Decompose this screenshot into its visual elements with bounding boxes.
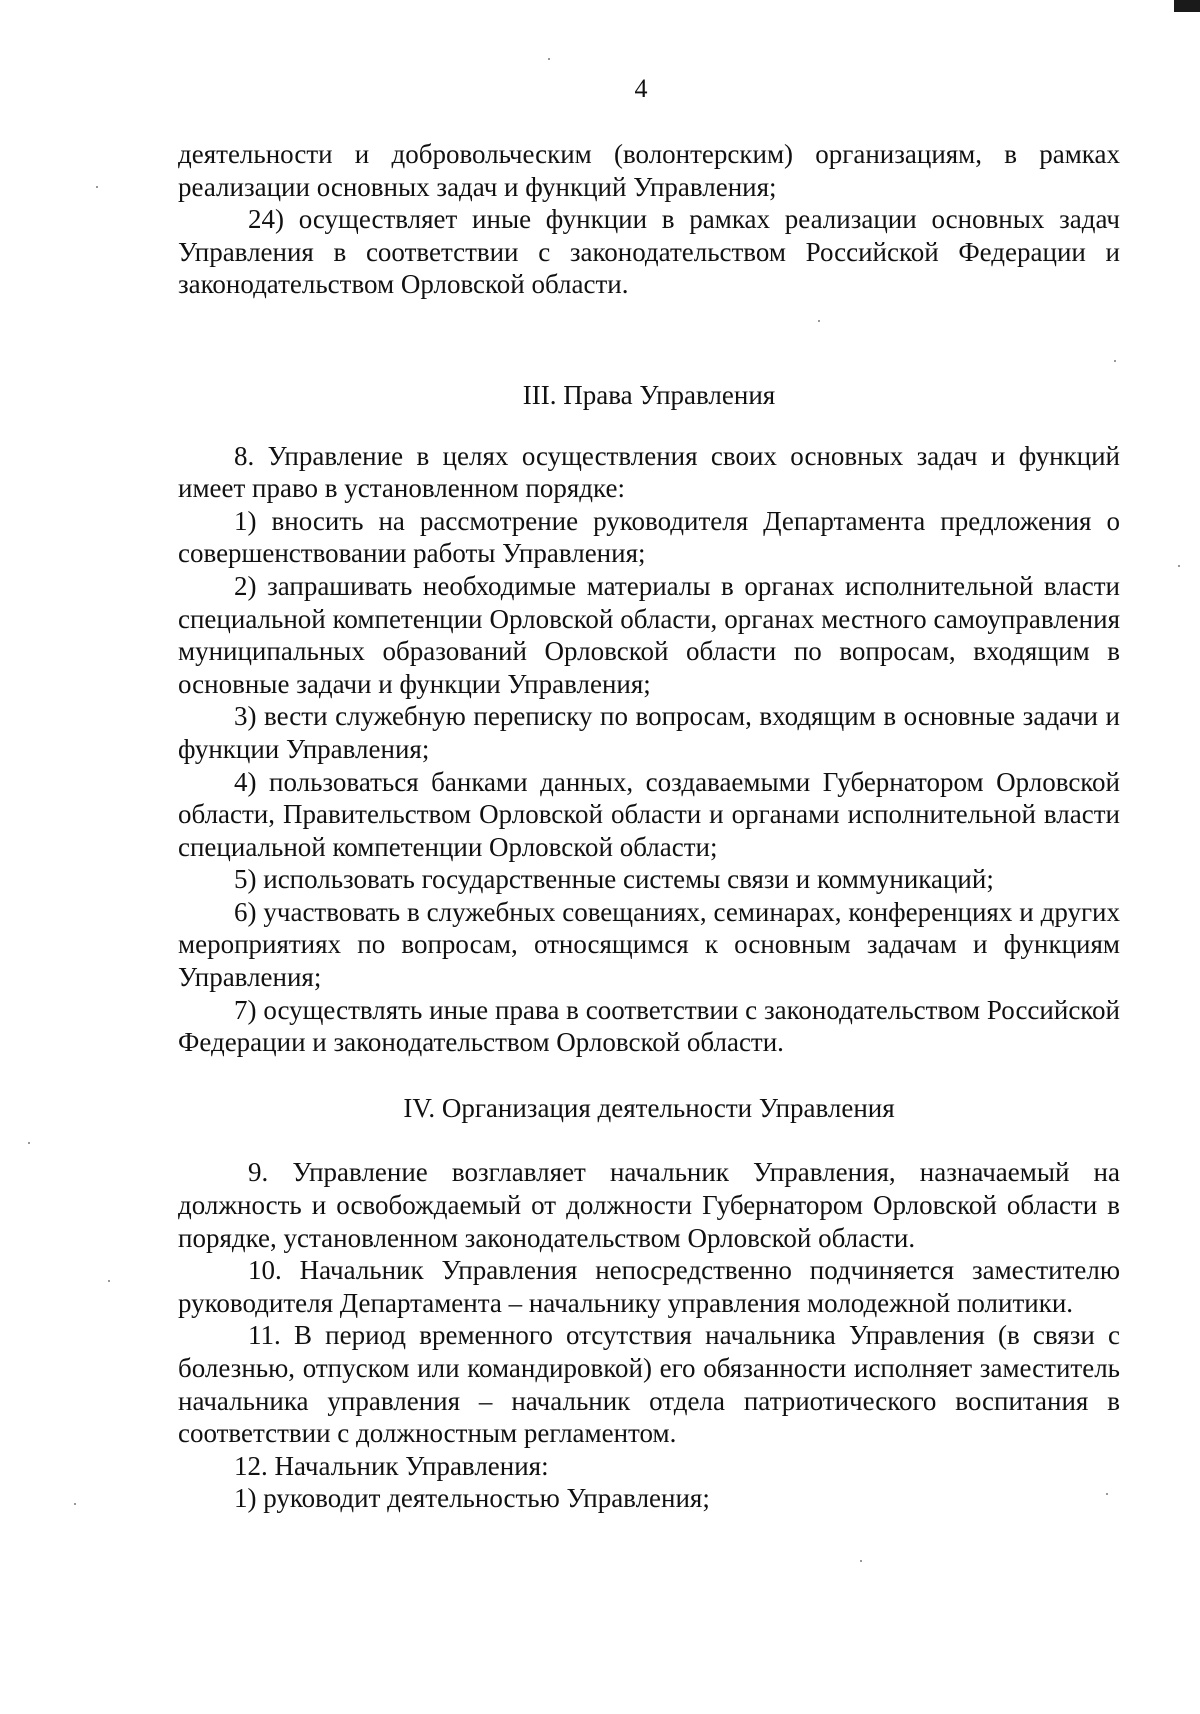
paragraph-right-7: 7) осуществлять иные права в соответствии с законодательством Российской Федерации и законодательством Орловской области.: [178, 994, 1120, 1058]
paragraph-item-11: 11. В период временного отсутствия начальника Управления (в связи с болезнью, отпуском или командировкой) его обязанности исполняет заместитель начальника управления – начальник отдела патриотического воспитания в соответствии с должностным регламентом.: [178, 1320, 1120, 1449]
paragraph-right-3: 3) вести служебную переписку по вопросам, входящим в основные задачи и функции Управления;: [178, 701, 1120, 764]
paragraph-item-10: 10. Начальник Управления непосредственно подчиняется заместителю руководителя Департамента – начальнику управления молодежной политики.: [178, 1255, 1120, 1318]
paragraph-right-5: 5) использовать государственные системы связи и коммуникаций;: [234, 864, 994, 895]
scan-corner-mark: [1174, 0, 1200, 12]
scan-speck: [860, 1560, 862, 1562]
scan-speck: [1178, 565, 1180, 567]
scan-speck: [548, 58, 550, 60]
paragraph-head-duty-1: 1) руководит деятельностью Управления;: [234, 1483, 710, 1514]
page-number: 4: [634, 74, 648, 103]
paragraph-item-24: 24) осуществляет иные функции в рамках реализации основных задач Управления в соответствии с законодательством Российской Федерации и законодательством Орловской области.: [178, 204, 1120, 300]
section-heading-organization: IV. Организация деятельности Управления: [403, 1092, 895, 1123]
document-body: [178, 138, 1120, 1515]
paragraph-item-12: 12. Начальник Управления:: [234, 1450, 549, 1481]
paragraph-right-2: 2) запрашивать необходимые материалы в органах исполнительной власти специальной компетенции Орловской области, органах местного самоуправления муниципальных образований Орловской области по вопросам, входящим в основные задачи и функции Управления;: [178, 570, 1120, 699]
paragraph-right-4: 4) пользоваться банками данных, создаваемыми Губернатором Орловской области, Правительством Орловской области и органами исполнительной власти специальной компетенции Орловской области;: [178, 766, 1120, 862]
scan-speck: [74, 1503, 76, 1505]
scan-speck: [28, 1142, 30, 1144]
paragraph-right-6: 6) участвовать в служебных совещаниях, семинарах, конференциях и других мероприятиях по вопросам, относящимся к основным задачам и функциям Управления;: [178, 896, 1120, 993]
paragraph-item-8: 8. Управление в целях осуществления своих основных задач и функций имеет право в установленном порядке:: [178, 440, 1120, 504]
scan-speck: [96, 186, 98, 188]
paragraph-continuation: деятельности и добровольческим (волонтерским) организациям, в рамках реализации основных задач и функций Управления;: [178, 139, 1120, 202]
section-heading-rights: III. Права Управления: [522, 379, 776, 410]
paragraph-item-9: 9. Управление возглавляет начальник Управления, назначаемый на должность и освобождаемый от должности Губернатором Орловской области в порядке, установленном законодательством Орловской области.: [178, 1157, 1120, 1253]
scan-speck: [108, 1280, 110, 1282]
paragraph-right-1: 1) вносить на рассмотрение руководителя Департамента предложения о совершенствовании работы Управления;: [178, 505, 1120, 569]
